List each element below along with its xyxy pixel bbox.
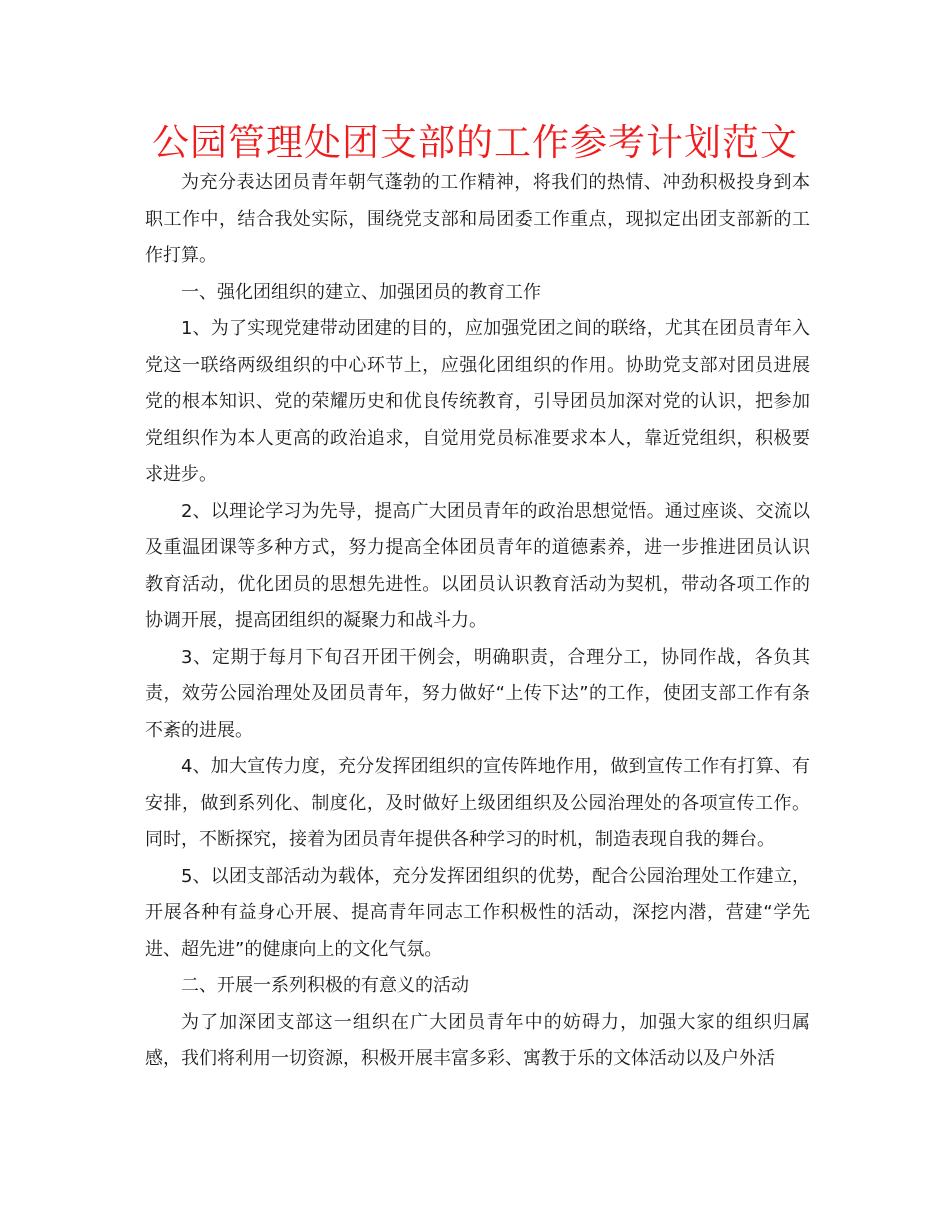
section-heading-1: 一、强化团组织的建立、加强团员的教育工作 — [181, 281, 541, 303]
paragraph-item-3: 3、定期于每月下旬召开团干例会，明确职责，合理分工，协同作战，各负其责，效劳公园治理处及团员青年，努力做好“上传下达”的工作，使团支部工作有条不紊的进展。 — [145, 646, 810, 741]
document-body — [145, 165, 810, 1078]
paragraph-intro: 为充分表达团员青年朝气蓬勃的工作精神，将我们的热情、冲劲积极投身到本职工作中，结合我处实际，围绕党支部和局团委工作重点，现拟定出团支部新的工作打算。 — [145, 172, 810, 266]
section-heading-2: 二、开展一系列积极的有意义的活动 — [181, 975, 469, 996]
paragraph-activities: 为了加深团支部这一组织在广大团员青年中的妨碍力，加强大家的组织归属感，我们将利用一切资源，积极开展丰富多彩、寓教于乐的文体活动以及户外活 — [145, 1011, 810, 1069]
paragraph-item-4: 4、加大宣传力度，充分发挥团组织的宣传阵地作用，做到宣传工作有打算、有安排，做到系列化、制度化，及时做好上级团组织及公园治理处的各项宣传工作。同时，不断探究，接着为团员青年提供各种学习的时机，制造表现自我的舞台。 — [145, 756, 810, 850]
paragraph-item-2: 2、以理论学习为先导，提高广大团员青年的政治思想觉悟。通过座谈、交流以及重温团课等多种方式，努力提高全体团员青年的道德素养，进一步推进团员认识教育活动，优化团员的思想先进性。以团员认识教育活动为契机，带动各项工作的协调开展，提高团组织的凝聚力和战斗力。 — [145, 500, 810, 631]
paragraph-item-1: 1、为了实现党建带动团建的目的，应加强党团之间的联络，尤其在团员青年入党这一联络两级组织的中心环节上，应强化团组织的作用。协助党支部对团员进展党的根本知识、党的荣耀历史和优良传统教育，引导团员加深对党的认识，把参加党组织作为本人更高的政治追求，自觉用党员标准要求本人，靠近党组织，积极要求进步。 — [145, 318, 810, 485]
paragraph-item-5: 5、以团支部活动为载体，充分发挥团组织的优势，配合公园治理处工作建立，开展各种有益身心开展、提高青年同志工作积极性的活动，深挖内潜，营建“学先进、超先进”的健康向上的文化气氛。 — [145, 865, 810, 960]
document-title: 公园管理处团支部的工作参考计划范文 — [152, 121, 798, 164]
